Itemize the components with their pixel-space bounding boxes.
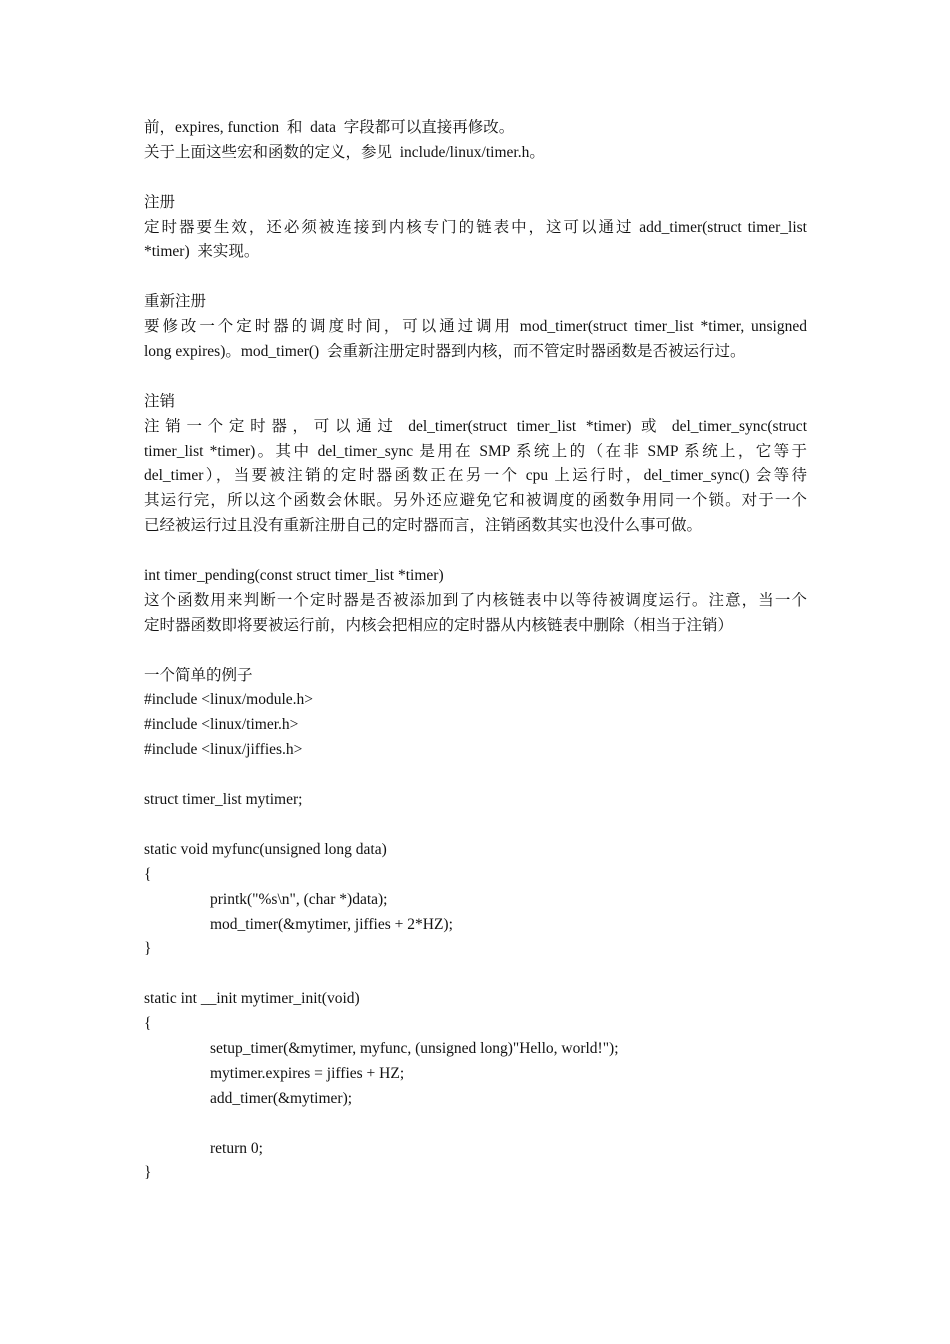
paragraph-line: del_timer），当要被注销的定时器函数正在另一个 cpu 上运行时，del_timer_sync() 会等待 [144, 467, 807, 485]
section-heading-reregister: 重新注册 [144, 293, 207, 311]
code-line: { [144, 865, 152, 883]
code-line: struct timer_list mytimer; [144, 791, 303, 809]
spacer [144, 962, 807, 987]
code-line: #include <linux/timer.h> [144, 716, 299, 734]
paragraph-line: 定时器函数即将要被运行前，内核会把相应的定时器从内核链表中删除（相当于注销） [144, 616, 734, 634]
paragraph-line: 其运行完，所以这个函数会休眠。另外还应避免它和被调度的函数争用同一个锁。对于一个 [144, 492, 807, 510]
code-line: return 0; [210, 1139, 263, 1157]
section-heading-register: 注册 [144, 193, 176, 211]
paragraph-line: 要修改一个定时器的调度时间，可以通过调用 mod_timer(struct timer_list *timer, unsigned [144, 318, 807, 336]
spacer [144, 365, 807, 390]
code-line: #include <linux/jiffies.h> [144, 741, 303, 759]
code-line: { [144, 1015, 152, 1033]
section-heading-example: 一个简单的例子 [144, 666, 253, 684]
section-heading-unregister: 注销 [144, 392, 176, 410]
paragraph-line: 注销一个定时器，可以通过 del_timer(struct timer_list *timer) 或 del_timer_sync(struct [144, 417, 807, 435]
code-line: mytimer.expires = jiffies + HZ; [210, 1064, 405, 1082]
code-line: static int __init mytimer_init(void) [144, 990, 360, 1008]
paragraph-line: long expires)。mod_timer() 会重新注册定时器到内核，而不管定时器函数是否被运行过。 [144, 343, 746, 361]
paragraph-line: 已经被运行过且没有重新注册自己的定时器而言，注销函数其实也没什么事可做。 [144, 517, 703, 535]
code-line: static void myfunc(unsigned long data) [144, 840, 387, 858]
intro-line: 关于上面这些宏和函数的定义，参见 include/linux/timer.h。 [144, 143, 545, 161]
function-signature: int timer_pending(const struct timer_list *timer) [144, 567, 444, 585]
spacer [144, 539, 807, 564]
spacer [144, 639, 807, 664]
code-line: } [144, 1164, 152, 1182]
code-line: setup_timer(&mytimer, myfunc, (unsigned long)"Hello, world!"); [210, 1039, 619, 1057]
paragraph-line: *timer) 来实现。 [144, 243, 260, 261]
spacer [144, 763, 807, 788]
spacer [144, 813, 807, 838]
spacer [144, 1112, 807, 1137]
spacer [144, 265, 807, 290]
intro-line: 前，expires, function 和 data 字段都可以直接再修改。 [144, 119, 515, 136]
paragraph-line: 这个函数用来判断一个定时器是否被添加到了内核链表中以等待被调度运行。注意，当一个 [144, 591, 807, 609]
code-line: printk("%s\n", (char *)data); [210, 890, 388, 908]
code-line: mod_timer(&mytimer, jiffies + 2*HZ); [210, 915, 453, 933]
code-line: #include <linux/module.h> [144, 691, 314, 709]
paragraph-line: 定时器要生效，还必须被连接到内核专门的链表中，这可以通过 add_timer(struct timer_list [144, 218, 807, 236]
code-line: add_timer(&mytimer); [210, 1089, 353, 1107]
spacer [144, 166, 807, 191]
paragraph-line: timer_list *timer)。其中 del_timer_sync 是用在 SMP 系统上的（在非 SMP 系统上，它等于 [144, 442, 807, 460]
document-body [144, 116, 807, 1186]
code-line: } [144, 940, 152, 958]
